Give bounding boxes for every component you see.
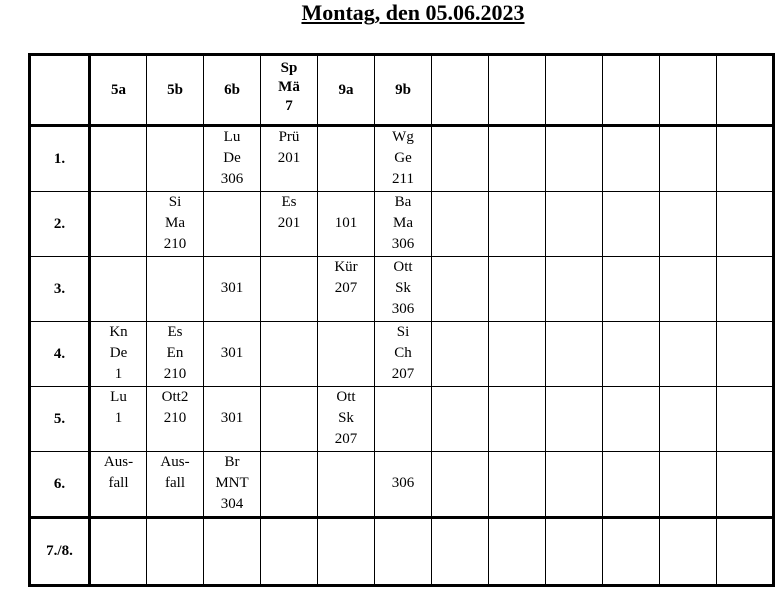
cell-line: Ba (394, 194, 412, 210)
period-label: 2. (30, 192, 90, 257)
cell-line: Kn (109, 324, 128, 340)
cell-line: 207 (334, 431, 358, 447)
table-cell (204, 452, 261, 518)
cell-line: Sk (338, 410, 354, 426)
cell-line: Sk (395, 280, 411, 296)
cell-line: Br (224, 454, 240, 470)
cell-line: fall (165, 475, 185, 491)
cell-line: 301 (220, 280, 244, 296)
cell-line: 306 (220, 171, 244, 187)
column-header (717, 55, 774, 126)
cell-line (204, 387, 260, 408)
table-cell (603, 452, 660, 518)
cell-line: 201 (277, 215, 301, 231)
column-header (261, 55, 318, 126)
period-label: 3. (30, 257, 90, 322)
cell-line: Sp (280, 60, 298, 76)
cell-line: Ott (393, 259, 413, 275)
cell-line: 1 (114, 366, 123, 382)
cell-line (318, 192, 374, 213)
table-cell (717, 126, 774, 192)
table-cell (318, 322, 375, 387)
table-cell (546, 192, 603, 257)
table-row (30, 518, 774, 586)
table-cell (147, 192, 204, 257)
cell-line: 5b (167, 81, 183, 98)
table-cell (318, 518, 375, 586)
table-cell (546, 387, 603, 452)
cell-line (204, 322, 260, 343)
table-cell (432, 452, 489, 518)
cell-line (204, 257, 260, 278)
table-cell (261, 257, 318, 322)
cell-line: Ott2 (161, 389, 189, 405)
table-cell (546, 126, 603, 192)
table-cell (603, 518, 660, 586)
table-cell (546, 518, 603, 586)
table-cell (432, 322, 489, 387)
column-header (318, 55, 375, 126)
cell-line: En (166, 345, 184, 361)
cell-line: MNT (215, 475, 249, 491)
table-cell (147, 452, 204, 518)
column-header (489, 55, 546, 126)
page-title: Montag, den 05.06.2023 (301, 0, 525, 25)
table-cell (717, 257, 774, 322)
table-cell (432, 387, 489, 452)
table-cell (375, 257, 432, 322)
column-header (375, 55, 432, 126)
cell-line (489, 81, 545, 100)
table-cell (375, 387, 432, 452)
cell-line: 306 (391, 301, 415, 317)
table-cell (261, 322, 318, 387)
cell-line: Lu (223, 129, 241, 145)
table-cell (717, 192, 774, 257)
table-cell (432, 257, 489, 322)
table-cell (147, 322, 204, 387)
cell-line: 306 (391, 475, 415, 491)
cell-line: 1 (114, 410, 123, 426)
cell-line (546, 81, 602, 100)
header-corner (30, 55, 90, 126)
table-cell (660, 452, 717, 518)
table-cell (489, 387, 546, 452)
table-cell (546, 257, 603, 322)
cell-line (31, 81, 88, 100)
table-cell (489, 126, 546, 192)
cell-line (375, 452, 431, 473)
table-row (30, 387, 774, 452)
cell-line: 9a (338, 81, 354, 98)
table-cell (147, 126, 204, 192)
table-cell (603, 257, 660, 322)
table-cell (603, 322, 660, 387)
table-cell (90, 387, 147, 452)
cell-line: 211 (392, 171, 414, 187)
cell-line (717, 81, 772, 100)
cell-line: 6b (224, 81, 240, 98)
table-cell (432, 518, 489, 586)
cell-line: 201 (277, 150, 301, 166)
cell-line: 301 (220, 345, 244, 361)
table-cell (603, 387, 660, 452)
table-cell (261, 387, 318, 452)
period-label: 6. (30, 452, 90, 518)
table-cell (603, 126, 660, 192)
cell-line: Si (168, 194, 182, 210)
cell-line: 301 (220, 410, 244, 426)
period-label: 5. (30, 387, 90, 452)
cell-line: 210 (163, 366, 187, 382)
table-cell (147, 518, 204, 586)
table-cell (204, 322, 261, 387)
table-cell (375, 126, 432, 192)
cell-line: Es (167, 324, 183, 340)
cell-line: 5a (111, 81, 126, 98)
cell-line: Lu (110, 389, 127, 405)
cell-line: 210 (163, 410, 187, 426)
cell-line: 306 (391, 236, 415, 252)
cell-line: fall (108, 475, 129, 491)
column-header (147, 55, 204, 126)
cell-line: 7 (285, 98, 293, 114)
table-cell (147, 257, 204, 322)
table-cell (375, 452, 432, 518)
column-header (204, 55, 261, 126)
table-cell (90, 518, 147, 586)
table-cell (660, 192, 717, 257)
cell-line (660, 81, 716, 100)
cell-line: Aus- (103, 454, 134, 470)
cell-line: 210 (163, 236, 187, 252)
cell-line: Si (396, 324, 410, 340)
table-cell (90, 192, 147, 257)
period-label: 4. (30, 322, 90, 387)
cell-line: Ma (393, 215, 413, 231)
cell-line: Mä (278, 79, 300, 95)
table-cell (717, 518, 774, 586)
cell-line: Ma (165, 215, 185, 231)
column-header (660, 55, 717, 126)
table-cell (204, 126, 261, 192)
cell-line: Ott (336, 389, 356, 405)
table-cell (489, 518, 546, 586)
table-cell (546, 322, 603, 387)
table-cell (318, 387, 375, 452)
cell-line: De (109, 345, 128, 361)
column-header (546, 55, 603, 126)
table-cell (660, 322, 717, 387)
table-cell (660, 518, 717, 586)
timetable (28, 53, 775, 587)
table-cell (603, 192, 660, 257)
cell-line: 207 (334, 280, 358, 296)
table-cell (204, 518, 261, 586)
table-cell (375, 192, 432, 257)
period-label: 7./8. (30, 518, 90, 586)
table-row (30, 192, 774, 257)
cell-line: Prü (278, 129, 300, 145)
table-cell (489, 192, 546, 257)
table-cell (147, 387, 204, 452)
cell-line: 101 (334, 215, 358, 231)
cell-line: 304 (220, 496, 244, 512)
table-cell (318, 126, 375, 192)
table-cell (489, 257, 546, 322)
table-cell (489, 322, 546, 387)
table-cell (432, 192, 489, 257)
table-cell (546, 452, 603, 518)
column-header (432, 55, 489, 126)
cell-line: Kür (334, 259, 358, 275)
table-cell (261, 452, 318, 518)
cell-line: Wg (392, 129, 414, 145)
table-cell (204, 192, 261, 257)
table-row (30, 257, 774, 322)
table-cell (261, 518, 318, 586)
table-cell (660, 257, 717, 322)
column-header (603, 55, 660, 126)
table-cell (717, 387, 774, 452)
table-row (30, 452, 774, 518)
cell-line (432, 81, 488, 100)
column-header (90, 55, 147, 126)
table-cell (261, 192, 318, 257)
table-cell (318, 192, 375, 257)
table-cell (90, 257, 147, 322)
table-cell (204, 257, 261, 322)
table-cell (261, 126, 318, 192)
table-cell (660, 126, 717, 192)
cell-line: 207 (391, 366, 415, 382)
table-cell (432, 126, 489, 192)
table-row (30, 322, 774, 387)
table-cell (717, 452, 774, 518)
table-cell (318, 452, 375, 518)
table-row (30, 126, 774, 192)
cell-line: De (223, 150, 241, 166)
table-cell (717, 322, 774, 387)
cell-line (603, 81, 659, 100)
cell-line: Es (281, 194, 297, 210)
table-cell (660, 387, 717, 452)
header-row (30, 55, 774, 126)
table-cell (90, 452, 147, 518)
cell-line: Ge (394, 150, 412, 166)
period-label: 1. (30, 126, 90, 192)
cell-line: Ch (394, 345, 412, 361)
cell-line: 9b (395, 81, 411, 98)
cell-line: Aus- (160, 454, 190, 470)
table-cell (90, 126, 147, 192)
table-cell (318, 257, 375, 322)
table-cell (204, 387, 261, 452)
table-cell (375, 518, 432, 586)
table-cell (90, 322, 147, 387)
table-cell (375, 322, 432, 387)
table-cell (489, 452, 546, 518)
